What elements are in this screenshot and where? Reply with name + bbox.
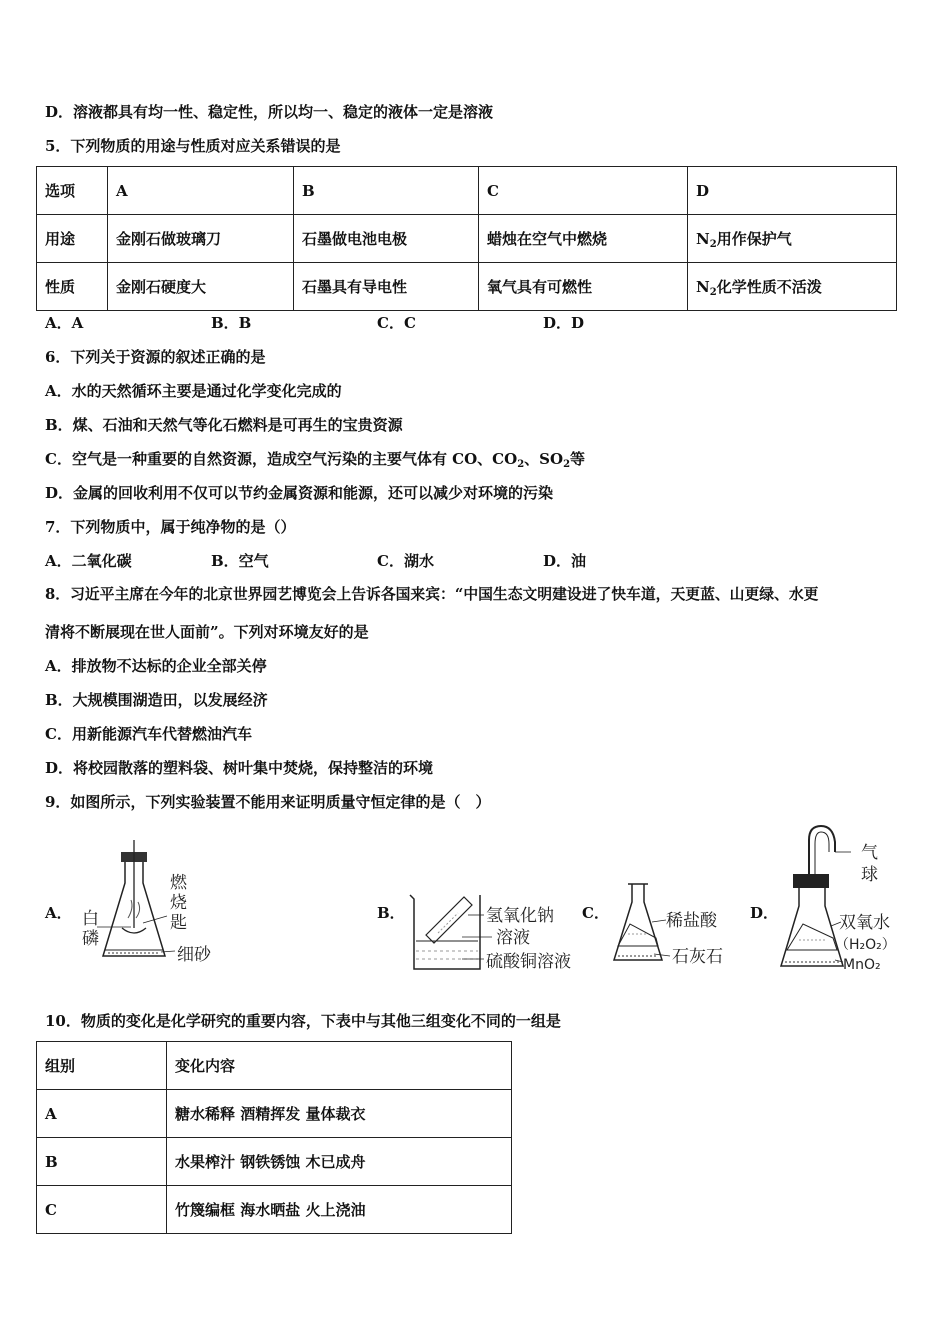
table-cell: 石墨具有导电性 [294,263,479,311]
formula-text: N [696,277,710,296]
table-row [37,215,897,263]
q10-table [36,1041,512,1234]
q6-option-d: D．金属的回收利用不仅可以节约金属资源和能源，还可以减少对环境的污染 [45,484,554,502]
figure-a-text: 白 [82,909,99,929]
figure-a-flask [75,838,225,968]
table-cell: 金刚石硬度大 [108,263,294,311]
q8-option-c: C．用新能源汽车代替燃油汽车 [45,725,252,743]
formula-text: N [696,229,710,248]
table-cell: 氧气具有可燃性 [479,263,688,311]
subscript: 2 [709,238,717,250]
q6-option-a: A．水的天然循环主要是通过化学变化完成的 [45,382,342,400]
figure-a-text: 细砂 [177,945,211,965]
figure-b-text: 硫酸铜溶液 [486,952,571,972]
figure-c-label: C． [582,904,609,922]
q8-stem-line2: 清将不断展现在世人面前”。下列对环境友好的是 [45,623,369,641]
cell-text: 化学性质不活泼 [716,277,822,296]
table-row [37,1186,512,1234]
table-cell: 竹篾编框 海水晒盐 火上浇油 [167,1186,512,1234]
figure-a-text: 匙 [170,913,187,933]
table-cell [688,215,897,263]
figure-a-text: 烧 [170,893,187,913]
table-row [37,1090,512,1138]
figure-a-text: 燃 [170,873,187,893]
table-row [37,167,897,215]
q6-c-text: C．空气是一种重要的自然资源，造成空气污染的主要气体有 CO、CO [45,450,518,468]
subscript: 2 [517,459,525,470]
table-cell: A [37,1090,167,1138]
figure-d-text: 气 [861,843,878,863]
table-row [37,263,897,311]
q7-option-d: D．油 [543,552,587,570]
figure-d-text: MnO₂ [843,957,881,973]
cell-text: 用作保护气 [716,229,792,248]
q4-option-d: D．溶液都具有均一性、稳定性，所以均一、稳定的液体一定是溶液 [45,103,494,121]
q6-option-c [45,449,585,475]
table-cell [688,263,897,311]
table-cell: B [294,167,479,215]
q5-table [36,166,897,311]
q8-option-d: D．将校园散落的塑料袋、树叶集中焚烧，保持整洁的环境 [45,759,434,777]
q10-stem: 10．物质的变化是化学研究的重要内容，下表中与其他三组变化不同的一组是 [45,1012,561,1030]
q6-c-text: 等 [570,450,586,468]
figure-b-beaker [402,885,582,975]
table-cell: 组别 [37,1042,167,1090]
table-cell: 用途 [37,215,108,263]
subscript: 2 [709,286,717,298]
q5-option-b: B．B [211,314,252,332]
q8-option-b: B．大规模围湖造田，以发展经济 [45,691,268,709]
table-cell: 蜡烛在空气中燃烧 [479,215,688,263]
q9-stem: 9．如图所示，下列实验装置不能用来证明质量守恒定律的是（ ） [45,793,491,811]
q6-c-text: 、SO [524,450,564,468]
q7-option-b: B．空气 [211,552,269,570]
table-cell: 性质 [37,263,108,311]
figure-d-text: （H₂O₂） [835,937,896,953]
figure-b-text: 溶液 [496,928,530,948]
table-cell: 金刚石做玻璃刀 [108,215,294,263]
table-cell: B [37,1138,167,1186]
table-row [37,1138,512,1186]
q6-option-b: B．煤、石油和天然气等化石燃料是可再生的宝贵资源 [45,416,403,434]
figure-c-text: 稀盐酸 [666,911,717,931]
table-cell: D [688,167,897,215]
table-cell: 糖水稀释 酒精挥发 量体裁衣 [167,1090,512,1138]
q5-stem: 5．下列物质的用途与性质对应关系错误的是 [45,137,341,155]
table-cell: C [37,1186,167,1234]
q6-stem: 6．下列关于资源的叙述正确的是 [45,348,266,366]
q7-option-c: C．湖水 [377,552,434,570]
table-row [37,1042,512,1090]
q8-option-a: A．排放物不达标的企业全部关停 [45,657,267,675]
figure-b-text: 氢氧化钠 [486,906,554,926]
figure-a-label: A． [45,904,72,922]
q5-option-d: D．D [543,314,585,332]
figure-d-text: 双氧水 [839,913,890,933]
q5-option-a: A．A [45,314,84,332]
table-cell: 选项 [37,167,108,215]
table-cell: 水果榨汁 钢铁锈蚀 木已成舟 [167,1138,512,1186]
figure-c-flask [608,880,738,972]
figure-c-text: 石灰石 [672,947,723,967]
q8-stem-line1: 8．习近平主席在今年的北京世界园艺博览会上告诉各国来宾：“中国生态文明建设进了快车道，天更蓝、山更绿、水更 [45,586,819,603]
table-cell: 石墨做电池电极 [294,215,479,263]
figure-d-label: D． [750,904,779,922]
q7-stem: 7．下列物质中，属于纯净物的是（） [45,518,296,536]
table-cell: C [479,167,688,215]
figure-b-label: B． [377,904,405,922]
table-cell: A [108,167,294,215]
figure-d-text: 球 [861,865,878,885]
figure-d-flask [775,822,915,974]
q7-option-a: A．二氧化碳 [45,552,132,570]
table-cell: 变化内容 [167,1042,512,1090]
subscript: 2 [563,459,571,470]
q5-option-c: C．C [377,314,416,332]
figure-a-text: 磷 [82,929,99,949]
